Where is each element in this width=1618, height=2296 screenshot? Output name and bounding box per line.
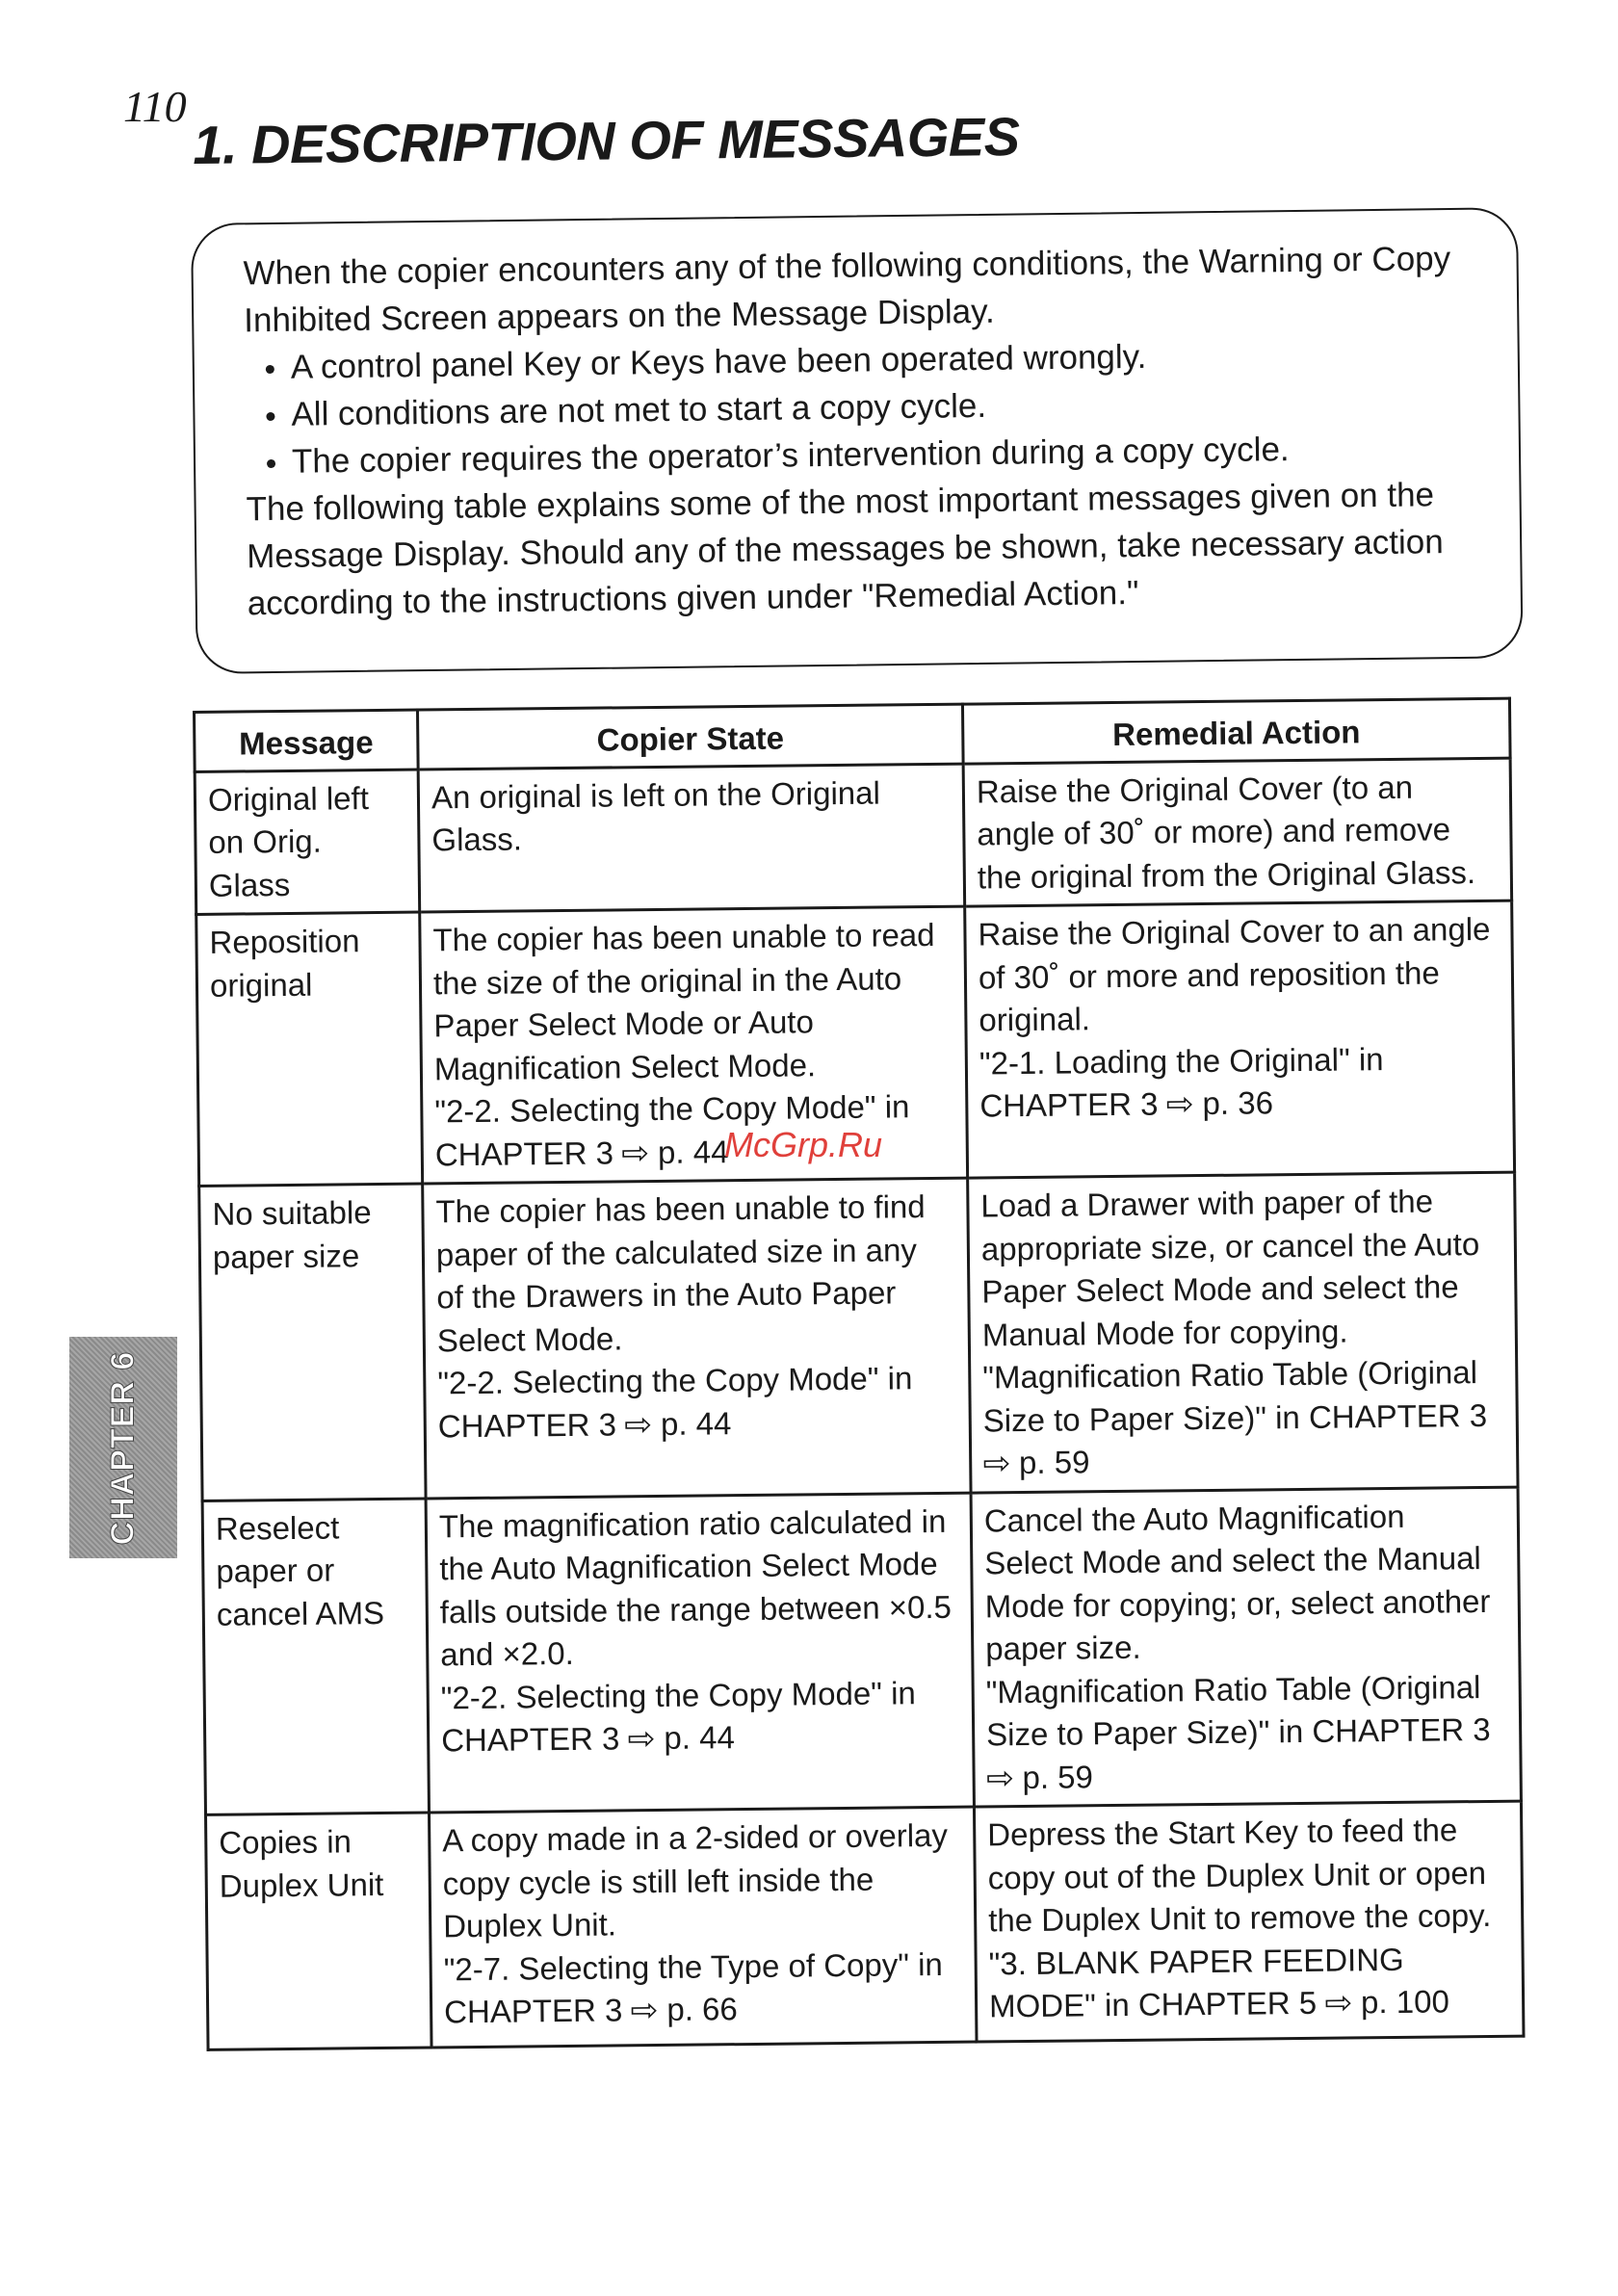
page-number: 110 <box>123 82 187 131</box>
reference-page: p. 36 <box>1202 1084 1274 1122</box>
cell-line: the Duplex Unit to remove the copy. <box>988 1896 1492 1939</box>
reference-arrow-icon: ⇨ <box>621 1134 650 1170</box>
cell-message <box>202 1499 429 1815</box>
cell-copier-state <box>423 1178 971 1498</box>
cell-copier-state <box>420 906 968 1184</box>
cross-reference <box>986 1751 1509 1799</box>
intro-box <box>191 207 1524 674</box>
cell-line: Glass <box>208 866 291 903</box>
reference-prefix: MODE" in CHAPTER 5 <box>988 1984 1318 2024</box>
header-copier-state: Copier State <box>418 704 964 769</box>
cell-line: copy cycle is still left inside the <box>442 1861 874 1901</box>
cell-line: Copies in <box>219 1823 352 1861</box>
cell-line: Glass. <box>431 821 523 858</box>
cell-message <box>196 912 423 1186</box>
reference-arrow-icon: ⇨ <box>982 1445 1011 1481</box>
chapter-side-tab-label: CHAPTER 6 <box>104 1350 142 1545</box>
cell-line: and ×2.0. <box>440 1634 575 1673</box>
cell-line: Mode for copying; or, select another <box>984 1582 1491 1624</box>
table-row <box>202 1487 1521 1815</box>
cell-remedial-action <box>968 1172 1518 1492</box>
reference-prefix: CHAPTER 3 <box>443 1992 623 2030</box>
cross-reference <box>989 1980 1512 2028</box>
reference-page: p. 100 <box>1360 1983 1449 2021</box>
header-message: Message <box>195 710 419 771</box>
cell-line: Select Mode and select the Manual <box>984 1540 1481 1581</box>
cell-line: Reselect <box>215 1508 340 1547</box>
cell-line: original. <box>979 1001 1091 1038</box>
cell-line: "2-7. Selecting the Type of Copy" in <box>443 1945 943 1987</box>
cell-line: Raise the Original Cover (to an <box>976 769 1414 809</box>
cell-line: original <box>209 966 313 1004</box>
cell-line: The magnification ratio calculated in <box>438 1502 947 1544</box>
cell-line: Raise the Original Cover to an angle <box>978 910 1491 952</box>
cell-line: An original is left on the Original <box>431 774 881 815</box>
reference-arrow-icon: ⇨ <box>985 1759 1015 1795</box>
reference-arrow-icon: ⇨ <box>630 1992 660 2028</box>
table-row <box>199 1172 1518 1500</box>
table-row <box>195 758 1511 915</box>
cell-copier-state <box>429 1807 977 2048</box>
reference-prefix: CHAPTER 3 <box>979 1085 1159 1124</box>
cell-line: The copier has been unable to read <box>432 916 935 958</box>
cell-line: Magnification Select Mode. <box>433 1046 817 1086</box>
reference-page: p. 66 <box>666 1991 738 2027</box>
cell-line: "2-2. Selecting the Copy Mode" in <box>440 1674 916 1715</box>
reference-arrow-icon: ⇨ <box>1324 1984 1353 2021</box>
cell-line: "Magnification Ratio Table (Original <box>985 1668 1481 1709</box>
cell-line: falls outside the range between ×0.5 <box>439 1588 953 1630</box>
intro-bullet: A control panel Key or Keys have been operated wrongly. <box>266 329 1461 391</box>
header-remedial-action: Remedial Action <box>962 698 1510 763</box>
cell-copier-state <box>426 1493 974 1813</box>
cell-line: the original from the Original Glass. <box>977 853 1476 895</box>
cell-line: No suitable <box>212 1194 372 1232</box>
cell-line: Manual Mode for copying. <box>981 1312 1348 1352</box>
reference-arrow-icon: ⇨ <box>624 1405 653 1442</box>
cell-remedial-action <box>971 1487 1521 1807</box>
cell-line: paper or <box>216 1552 335 1589</box>
cell-line: Cancel the Auto Magnification <box>983 1498 1405 1538</box>
cell-line: paper size <box>212 1237 360 1275</box>
cell-line: paper of the calculated size in any <box>435 1231 918 1272</box>
cross-reference <box>444 1986 965 2034</box>
cell-line: "2-2. Selecting the Copy Mode" in <box>437 1360 913 1401</box>
cell-line: of the Drawers in the Auto Paper <box>436 1274 897 1316</box>
cell-line: Load a Drawer with paper of the <box>980 1183 1434 1224</box>
cell-line: Size to Paper Size)" in CHAPTER 3 <box>985 1710 1491 1753</box>
cell-line: Size to Paper Size)" in CHAPTER 3 <box>982 1396 1488 1438</box>
cell-line: the Auto Magnification Select Mode <box>439 1545 938 1587</box>
cell-line: Duplex Unit. <box>443 1906 617 1944</box>
cell-remedial-action <box>965 900 1515 1178</box>
reference-page: p. 44 <box>664 1719 736 1756</box>
cell-message <box>195 770 420 915</box>
cross-reference <box>438 1399 959 1448</box>
cell-line: "Magnification Ratio Table (Original <box>982 1354 1478 1396</box>
reference-page: p. 44 <box>657 1133 729 1170</box>
cell-line: "2-1. Loading the Original" in <box>979 1040 1384 1081</box>
cell-line: the size of the original in the Auto <box>432 959 902 1001</box>
chapter-side-tab <box>69 1337 177 1558</box>
intro-bullet: The copier requires the operator’s intervention during a copy cycle. <box>267 424 1462 485</box>
reference-page: p. 59 <box>1018 1444 1090 1481</box>
reference-arrow-icon: ⇨ <box>1165 1085 1195 1122</box>
cross-reference <box>983 1437 1506 1485</box>
reference-prefix: CHAPTER 3 <box>441 1720 620 1759</box>
cell-line: cancel AMS <box>216 1594 385 1632</box>
cell-line: of 30˚ or more and reposition the <box>978 953 1440 995</box>
reference-page: p. 59 <box>1022 1758 1094 1795</box>
cell-line: Depress the Start Key to feed the <box>987 1812 1458 1853</box>
cell-line: Duplex Unit <box>219 1866 384 1904</box>
cell-line: "2-2. Selecting the Copy Mode" in <box>434 1088 910 1130</box>
reference-prefix: CHAPTER 3 <box>434 1134 614 1172</box>
page-title: 1. DESCRIPTION OF MESSAGES <box>193 106 1020 175</box>
cell-message <box>206 1813 432 2049</box>
intro-closing: The following table explains some of the most important messages given on the Message Display. Should any of the messages be shown, take necessary action according to the instructions given under "Remedial Action." <box>246 476 1444 623</box>
cell-line: Select Mode. <box>436 1319 623 1358</box>
cell-line: appropriate size, or cancel the Auto <box>980 1225 1480 1266</box>
intro-bullet: All conditions are not met to start a copy cycle. <box>266 377 1461 438</box>
intro-bullet-list <box>245 329 1462 485</box>
cell-line: Original left <box>207 779 370 818</box>
reference-prefix: CHAPTER 3 <box>437 1405 617 1444</box>
intro-lead: When the copier encounters any of the following conditions, the Warning or Copy Inhibited Screen appears on the Message Display. <box>243 240 1451 340</box>
reference-page: p. 44 <box>660 1404 732 1442</box>
cross-reference <box>441 1714 962 1762</box>
cell-line: on Orig. <box>208 822 323 860</box>
cell-line: angle of 30˚ or more) and remove <box>977 811 1451 852</box>
cell-line: paper size. <box>985 1629 1141 1667</box>
cell-line: "3. BLANK PAPER FEEDING <box>988 1941 1404 1981</box>
cross-reference <box>979 1080 1502 1128</box>
table-row <box>206 1801 1524 2049</box>
cell-remedial-action <box>974 1801 1524 2042</box>
cell-line: copy out of the Duplex Unit or open <box>987 1854 1487 1895</box>
cell-remedial-action <box>963 758 1512 906</box>
cell-message <box>199 1184 426 1500</box>
reference-arrow-icon: ⇨ <box>627 1720 657 1757</box>
cell-line: Reposition <box>209 923 360 960</box>
cell-copier-state <box>418 764 965 912</box>
messages-table <box>193 697 1526 2051</box>
cell-line: Paper Select Mode and select the <box>981 1268 1459 1310</box>
cell-line: A copy made in a 2-sided or overlay <box>442 1816 949 1859</box>
table-body <box>195 758 1524 2050</box>
cell-line: The copier has been unable to find <box>435 1188 926 1230</box>
watermark: McGrp.Ru <box>724 1125 883 1164</box>
cell-line: Paper Select Mode or Auto <box>433 1004 815 1044</box>
